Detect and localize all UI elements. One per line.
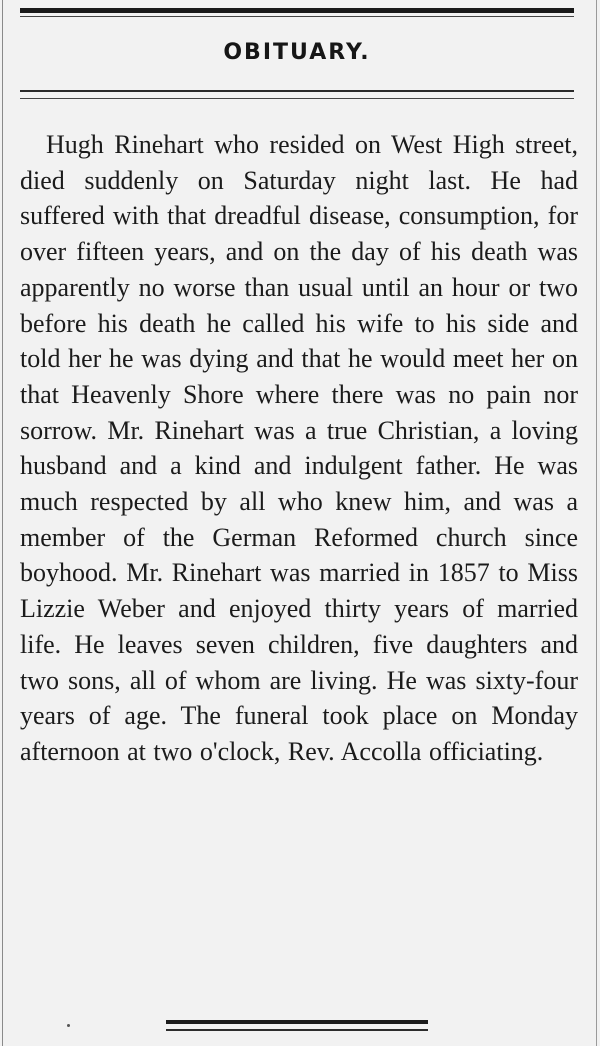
column-border-left — [2, 0, 3, 1046]
end-rule-upper — [166, 1020, 428, 1024]
heading-rule-upper — [20, 90, 574, 92]
print-speck — [67, 1024, 70, 1027]
top-rule-thin — [20, 16, 574, 17]
top-rule-thick — [20, 8, 574, 13]
column-border-right — [596, 0, 597, 1046]
end-rule-lower — [166, 1029, 428, 1031]
article-body: Hugh Rinehart who resided on West High street, died suddenly on Saturday night last. He had suffered with that dreadful disease, consumption, for over fifteen years, and on the day of his death was apparently no worse than usual until an hour or two before his death he called his wife to his side and told her he was dying and that he would meet her on that Heavenly Shore where there was no pain nor sorrow. Mr. Rinehart was a true Christian, a loving husband and a kind and indulgent father. He was much respected by all who knew him, and was a member of the German Reformed church since boyhood. Mr. Rinehart was married in 1857 to Miss Lizzie Weber and enjoyed thirty years of married life. He leaves seven children, five daughters and two sons, all of whom are living. He was sixty-four years of age. The funeral took place on Monday afternoon at two o'clock, Rev. Accolla officiating. — [20, 130, 578, 766]
heading-rule-lower — [20, 98, 574, 99]
article-heading: OBITUARY. — [223, 40, 371, 65]
